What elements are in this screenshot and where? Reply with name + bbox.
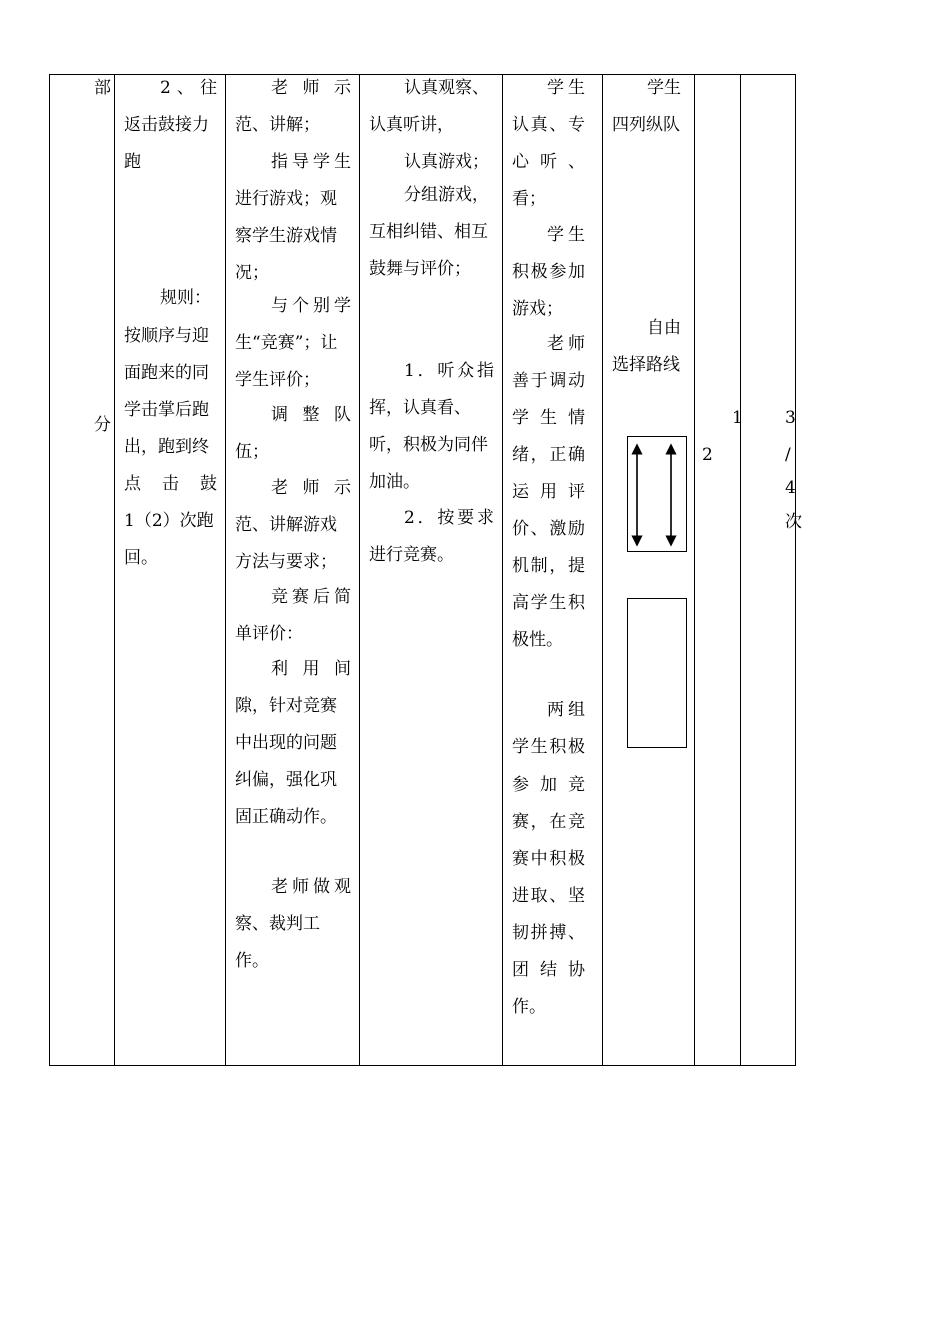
teacher-line: 老 师 示 bbox=[271, 78, 351, 98]
student-line: 听，积极为同伴 bbox=[369, 435, 488, 455]
route-line: 选择路线 bbox=[612, 355, 680, 375]
student-line: 互相纠错、相互 bbox=[369, 222, 488, 242]
teacher-line: 察 、 裁 判 工 bbox=[235, 914, 320, 934]
teacher-line: 纠偏，强化巩 bbox=[235, 770, 337, 790]
teacher-line: 中出现的问题 bbox=[235, 733, 337, 753]
teacher-line: 方法与要求； bbox=[235, 552, 337, 572]
rule-line: 学击掌后跑 bbox=[124, 400, 209, 420]
goals-line: 学 生 积 极 bbox=[512, 737, 585, 757]
goals-line: 学 生 bbox=[547, 78, 585, 98]
teacher-line: 老 师 做 观 bbox=[271, 877, 351, 897]
goals-line: 作。 bbox=[512, 997, 546, 1017]
rule-line: 点 击 鼓 bbox=[124, 474, 217, 494]
teacher-line: 固正确动作。 bbox=[235, 807, 337, 827]
teacher-line: 况； bbox=[235, 263, 269, 283]
teacher-line: 与 个 别 学 bbox=[271, 296, 351, 316]
teacher-line: 利 用 间 bbox=[271, 659, 351, 679]
organization-cell bbox=[603, 75, 695, 1066]
teacher-line: 指 导 学 生 bbox=[271, 152, 351, 172]
teacher-line: 伍； bbox=[235, 442, 269, 462]
student-activity-cell bbox=[360, 75, 503, 1066]
teacher-line: 竞 赛 后 简 bbox=[271, 587, 351, 607]
student-line: 进行竞赛。 bbox=[369, 545, 454, 565]
goals-line: 进 取 、 坚 bbox=[512, 886, 585, 906]
content-cell bbox=[115, 75, 226, 1066]
goals-line: 两 组 bbox=[547, 700, 585, 720]
student-line: 认真听讲， bbox=[369, 115, 454, 135]
goals-line: 韧 拼 搏 、 bbox=[512, 923, 585, 943]
times-value: 1 bbox=[732, 408, 743, 428]
content-title-line: 返击鼓接力 bbox=[124, 115, 209, 135]
double-arrow-icon bbox=[628, 437, 686, 551]
student-line: 鼓舞与评价； bbox=[369, 259, 471, 279]
section-label-top: 部 bbox=[94, 78, 111, 98]
teacher-line: 老 师 示 bbox=[271, 478, 351, 498]
times-value: 2 bbox=[702, 445, 713, 465]
goals-cell bbox=[503, 75, 603, 1066]
goals-line: 赛 中 积 极 bbox=[512, 849, 585, 869]
goals-line: 极性。 bbox=[512, 630, 563, 650]
goals-line: 绪 ， 正 确 bbox=[512, 445, 585, 465]
teacher-line: 作。 bbox=[235, 951, 269, 971]
formation-line: 四列纵队 bbox=[612, 115, 680, 135]
goals-line: 老 师 bbox=[547, 334, 585, 354]
teacher-line: 生“竞赛”；让 bbox=[235, 333, 338, 353]
goals-line: 价 、 激 励 bbox=[512, 519, 585, 539]
teacher-line: 范、讲解； bbox=[235, 115, 320, 135]
teacher-line: 范、讲解游戏 bbox=[235, 515, 337, 535]
goals-line: 积 极 参 加 bbox=[512, 262, 585, 282]
rule-line: 面跑来的同 bbox=[124, 363, 209, 383]
goals-line: 善 于 调 动 bbox=[512, 371, 585, 391]
teacher-line: 学生评价； bbox=[235, 370, 320, 390]
rule-line: 出，跑到终 bbox=[124, 437, 209, 457]
student-line: 认真观察、 bbox=[404, 78, 489, 98]
load-char: 4 bbox=[785, 478, 796, 498]
goals-line: 团 结 协 bbox=[512, 960, 585, 980]
goals-line: 学 生 情 bbox=[512, 408, 585, 428]
teacher-line: 察学生游戏情 bbox=[235, 226, 337, 246]
student-line: 2 ． 按 要 求 bbox=[404, 508, 494, 528]
drum-area-box bbox=[627, 598, 687, 748]
student-line: 1 ． 听 众 指 bbox=[404, 361, 494, 381]
section-label-bottom: 分 bbox=[94, 415, 111, 435]
rule-line: 按顺序与迎 bbox=[124, 326, 209, 346]
goals-line: 心 听 、 bbox=[512, 152, 585, 172]
teacher-line: 隙，针对竞赛 bbox=[235, 696, 337, 716]
teacher-line: 单评价： bbox=[235, 624, 303, 644]
relay-route-diagram bbox=[627, 436, 687, 552]
table-row bbox=[50, 75, 796, 1066]
rule-line: 回。 bbox=[124, 548, 158, 568]
teacher-line: 进行游戏；观 bbox=[235, 189, 337, 209]
load-cell bbox=[741, 75, 802, 1066]
goals-line: 看； bbox=[512, 189, 546, 209]
teacher-activity-cell bbox=[226, 75, 360, 1066]
goals-line: 参 加 竞 bbox=[512, 775, 585, 795]
load-char: 3 bbox=[785, 408, 796, 428]
rule-line: 规则： bbox=[160, 288, 211, 308]
teacher-line: 调 整 队 bbox=[271, 405, 351, 425]
goals-line: 赛 ， 在 竞 bbox=[512, 812, 585, 832]
student-line: 挥，认真看、 bbox=[369, 398, 471, 418]
goals-line: 高 学 生 积 bbox=[512, 593, 585, 613]
goals-line: 学 生 bbox=[547, 225, 585, 245]
load-char: / bbox=[785, 445, 791, 465]
load-char: 次 bbox=[785, 512, 802, 532]
section-cell bbox=[50, 75, 115, 1066]
student-line: 认真游戏； bbox=[404, 152, 489, 172]
route-line: 自由 bbox=[647, 318, 681, 338]
lesson-plan-table bbox=[49, 74, 802, 1066]
goals-line: 认 真 、 专 bbox=[512, 115, 585, 135]
times-cell bbox=[695, 75, 741, 1066]
rule-line: 1（2）次跑 bbox=[124, 511, 214, 531]
content-title-line: 2 、 往 bbox=[160, 78, 217, 98]
student-line: 加油。 bbox=[369, 472, 420, 492]
content-title-line: 跑 bbox=[124, 152, 141, 172]
goals-line: 游戏； bbox=[512, 299, 563, 319]
formation-line: 学生 bbox=[647, 78, 681, 98]
goals-line: 运 用 评 bbox=[512, 482, 585, 502]
student-line: 分组游戏， bbox=[404, 185, 489, 205]
goals-line: 机 制 ， 提 bbox=[512, 556, 585, 576]
